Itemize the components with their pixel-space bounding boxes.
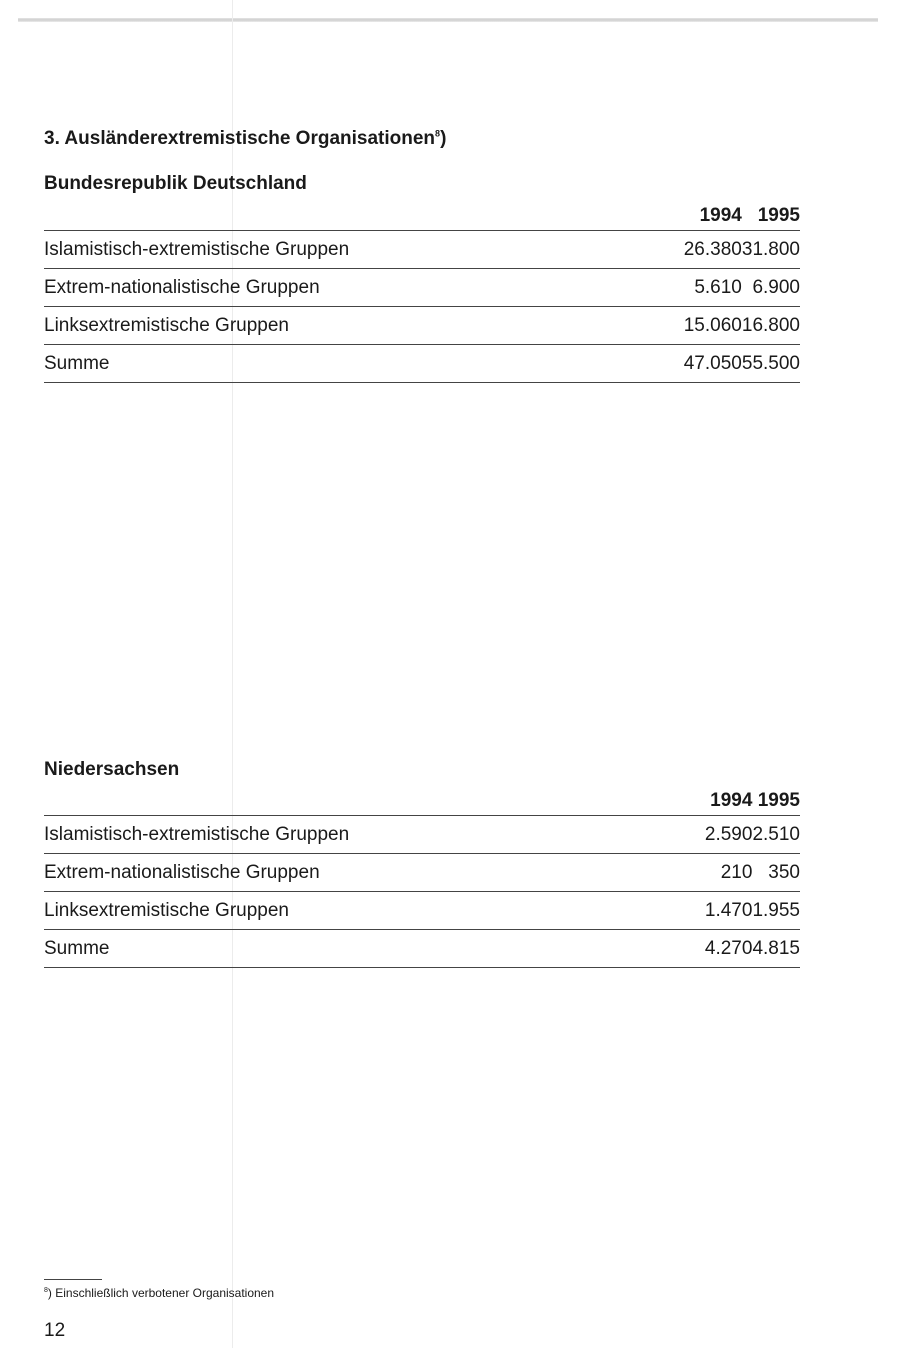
row-value-1994: 47.050 bbox=[622, 345, 742, 383]
row-value-1994: 1.470 bbox=[631, 892, 752, 930]
row-value-1994: 15.060 bbox=[622, 307, 742, 345]
footnote-mark: 8 bbox=[44, 1287, 48, 1294]
row-value-1995: 55.500 bbox=[742, 345, 800, 383]
table-row-total bbox=[44, 930, 800, 968]
row-value-1994: 2.590 bbox=[631, 816, 752, 854]
row-value-1995: 1.955 bbox=[752, 892, 800, 930]
header-year-1995: 1995 bbox=[742, 198, 800, 231]
row-label: Extrem-nationalistische Gruppen bbox=[44, 854, 631, 892]
row-value-1995: 2.510 bbox=[752, 816, 800, 854]
table-row bbox=[44, 269, 800, 307]
row-label: Summe bbox=[44, 345, 622, 383]
table-row bbox=[44, 231, 800, 269]
row-label: Islamistisch-extremistische Gruppen bbox=[44, 231, 622, 269]
row-value-1995: 16.800 bbox=[742, 307, 800, 345]
row-value-1994: 5.610 bbox=[622, 269, 742, 307]
table-row bbox=[44, 892, 800, 930]
page-number: 12 bbox=[44, 1320, 66, 1341]
heading-footnote-paren: ) bbox=[440, 128, 447, 149]
row-value-1994: 26.380 bbox=[622, 231, 742, 269]
table-row bbox=[44, 854, 800, 892]
row-label: Islamistisch-extremistische Gruppen bbox=[44, 816, 631, 854]
top-edge-rule bbox=[18, 18, 878, 22]
header-label-cell bbox=[44, 783, 631, 816]
header-year-1995: 1995 bbox=[752, 783, 800, 816]
row-label: Linksextremistische Gruppen bbox=[44, 892, 631, 930]
header-year-1994: 1994 bbox=[631, 783, 752, 816]
table-brd bbox=[44, 198, 800, 383]
heading-footnote-ref: 8 bbox=[435, 128, 441, 139]
section-heading-text: 3. Ausländerextremistische Organisationen bbox=[44, 128, 436, 149]
header-year-1994: 1994 bbox=[622, 198, 742, 231]
table-row bbox=[44, 816, 800, 854]
row-label: Extrem-nationalistische Gruppen bbox=[44, 269, 622, 307]
row-value-1995: 6.900 bbox=[742, 269, 800, 307]
row-value-1995: 31.800 bbox=[742, 231, 800, 269]
footnote-paren: ) bbox=[47, 1286, 52, 1300]
table-header-row bbox=[44, 198, 800, 231]
table-row bbox=[44, 307, 800, 345]
footnote-text: Einschließlich verbotener Organisationen bbox=[55, 1286, 275, 1300]
row-value-1994: 210 bbox=[631, 854, 752, 892]
row-value-1994: 4.270 bbox=[631, 930, 752, 968]
header-label-cell bbox=[44, 198, 622, 231]
table-title-niedersachsen: Niedersachsen bbox=[44, 759, 180, 780]
table-niedersachsen bbox=[44, 783, 800, 968]
section-heading bbox=[44, 128, 446, 150]
footnote bbox=[44, 1286, 274, 1300]
table-row-total bbox=[44, 345, 800, 383]
footnote-rule bbox=[44, 1279, 102, 1280]
row-value-1995: 350 bbox=[752, 854, 800, 892]
table-title-brd: Bundesrepublik Deutschland bbox=[44, 173, 307, 194]
row-value-1995: 4.815 bbox=[752, 930, 800, 968]
table-header-row bbox=[44, 783, 800, 816]
row-label: Linksextremistische Gruppen bbox=[44, 307, 622, 345]
row-label: Summe bbox=[44, 930, 631, 968]
